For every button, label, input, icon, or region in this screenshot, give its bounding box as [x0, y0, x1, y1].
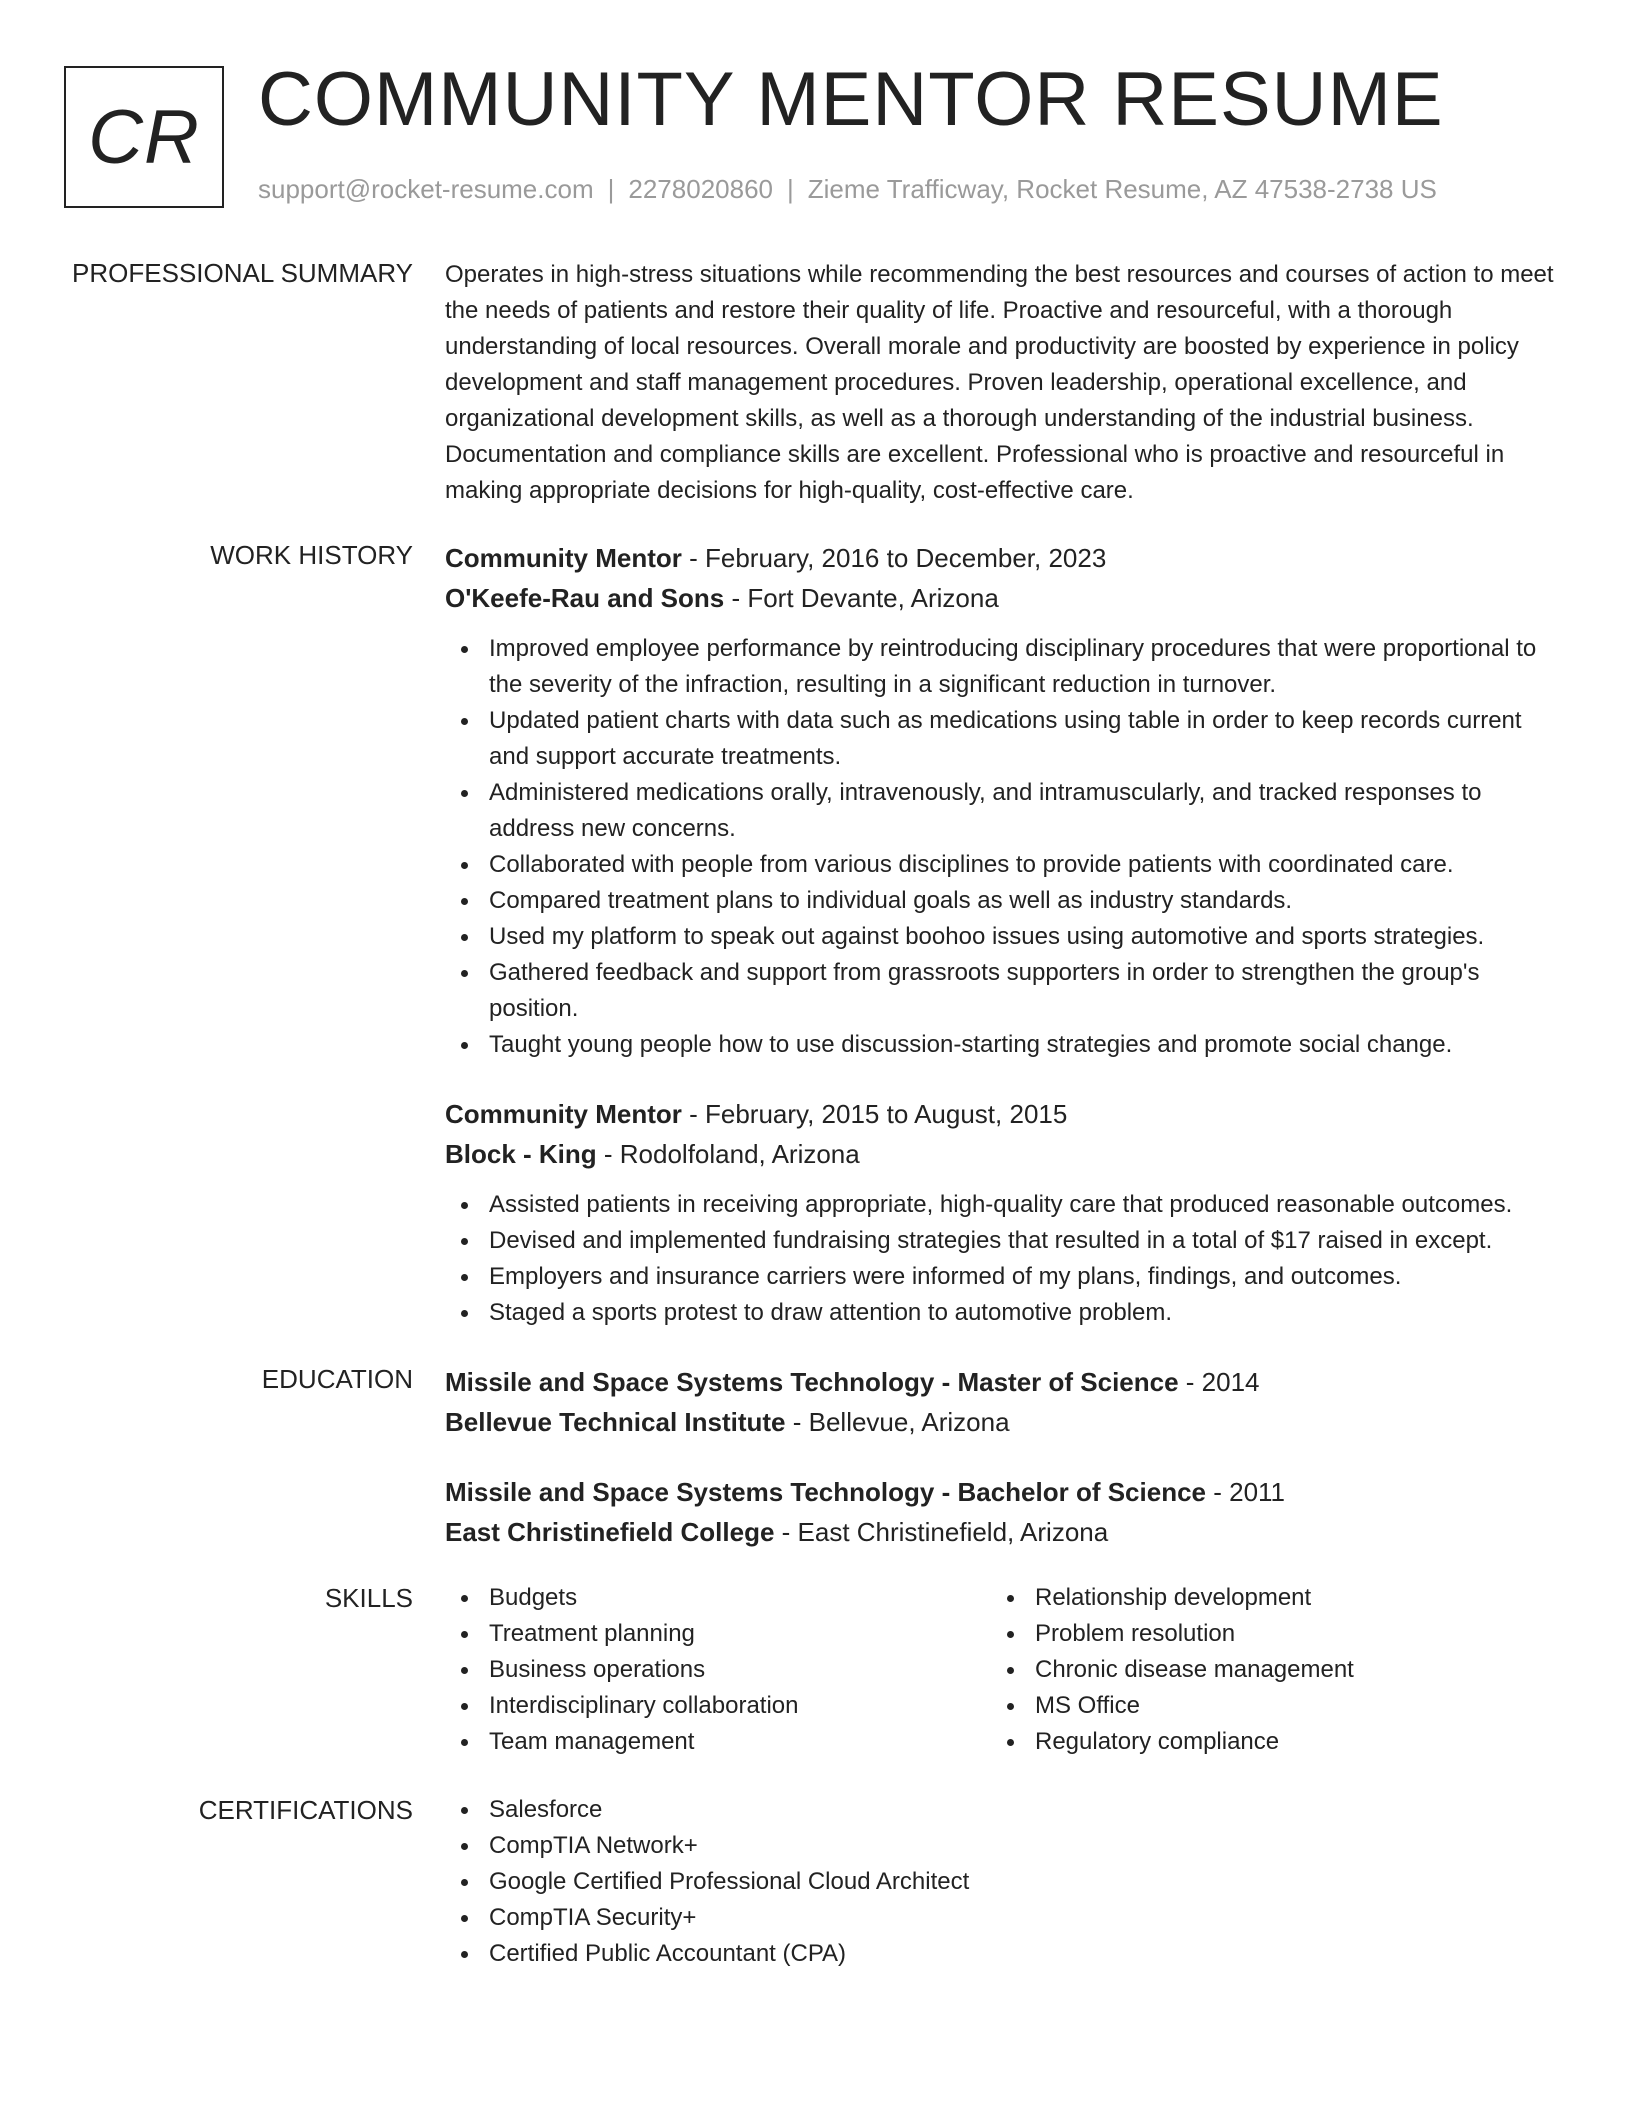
contact-separator: |: [787, 174, 794, 204]
certifications-section: [445, 1792, 1565, 1972]
list-item: CompTIA Security+: [445, 1900, 1565, 1936]
list-item: Updated patient charts with data such as medications using table in order to keep records current and support accurate treatments.: [445, 703, 1565, 775]
job-location: - Fort Devante, Arizona: [724, 583, 999, 613]
section-label-summary: PROFESSIONAL SUMMARY: [72, 258, 413, 288]
list-item: Problem resolution: [991, 1616, 1537, 1652]
list-item: Compared treatment plans to individual goals as well as industry standards.: [445, 883, 1565, 919]
contact-line: [258, 174, 1437, 205]
list-item: Team management: [445, 1724, 991, 1760]
school-line: [445, 1402, 1565, 1442]
job-company-line: [445, 578, 1565, 618]
school-name: East Christinefield College: [445, 1517, 775, 1547]
list-item: Relationship development: [991, 1580, 1537, 1616]
skills-list-left: [445, 1580, 991, 1760]
contact-separator: |: [607, 174, 615, 204]
job-entry: [445, 538, 1565, 1063]
section-label-education: EDUCATION: [261, 1364, 413, 1394]
list-item: Administered medications orally, intravenously, and intramuscularly, and tracked responses to address new concerns.: [445, 775, 1565, 847]
degree-line: [445, 1362, 1565, 1402]
list-item: Employers and insurance carriers were informed of my plans, findings, and outcomes.: [445, 1259, 1565, 1295]
list-item: Budgets: [445, 1580, 991, 1616]
section-label-work-history: WORK HISTORY: [210, 540, 413, 570]
job-title-line: [445, 538, 1565, 578]
job-title: Community Mentor: [445, 543, 682, 573]
job-bullets: [445, 631, 1565, 1063]
list-item: Salesforce: [445, 1792, 1565, 1828]
skills-list-right: [991, 1580, 1537, 1760]
list-item: Assisted patients in receiving appropriate, high-quality care that produced reasonable outcomes.: [445, 1187, 1565, 1223]
summary-section: [445, 257, 1565, 509]
school-location: - Bellevue, Arizona: [785, 1407, 1010, 1437]
skills-section: [445, 1580, 1565, 1760]
summary-text: Operates in high-stress situations while recommending the best resources and courses of action to meet the needs of patients and restore their quality of life. Proactive and resourceful, with a thorough understanding of local resources. Overall morale and productivity are boosted by experience in policy development and staff management procedures. Proven leadership, operational excellence, and organizational development skills, as well as a thorough understanding of the industrial business. Documentation and compliance skills are excellent. Professional who is proactive and resourceful in making appropriate decisions for high-quality, cost-effective care.: [445, 261, 1554, 504]
contact-address: Zieme Trafficway, Rocket Resume, AZ 47538-2738 US: [807, 174, 1437, 204]
list-item: CompTIA Network+: [445, 1828, 1565, 1864]
job-company-line: [445, 1134, 1565, 1174]
degree-year: - 2014: [1178, 1367, 1260, 1397]
school-line: [445, 1512, 1565, 1552]
list-item: MS Office: [991, 1688, 1537, 1724]
job-entry: [445, 1094, 1565, 1331]
monogram-badge: [64, 66, 224, 208]
list-item: Business operations: [445, 1652, 991, 1688]
school-location: - East Christinefield, Arizona: [774, 1517, 1109, 1547]
skills-grid: [445, 1580, 1565, 1760]
list-item: Devised and implemented fundraising strategies that resulted in a total of $17 raised in except.: [445, 1223, 1565, 1259]
job-company: Block - King: [445, 1139, 597, 1169]
job-dates: - February, 2016 to December, 2023: [681, 543, 1107, 573]
list-item: Taught young people how to use discussion-starting strategies and promote social change.: [445, 1027, 1565, 1063]
section-label-skills: SKILLS: [324, 1583, 413, 1613]
list-item: Certified Public Accountant (CPA): [445, 1936, 1565, 1972]
degree-name: Missile and Space Systems Technology - Bachelor of Science: [445, 1477, 1206, 1507]
section-label-certifications: CERTIFICATIONS: [198, 1795, 413, 1825]
degree-line: [445, 1472, 1565, 1512]
list-item: Used my platform to speak out against boohoo issues using automotive and sports strategies.: [445, 919, 1565, 955]
list-item: Google Certified Professional Cloud Architect: [445, 1864, 1565, 1900]
list-item: Gathered feedback and support from grassroots supporters in order to strengthen the group's position.: [445, 955, 1565, 1027]
job-dates: - February, 2015 to August, 2015: [681, 1099, 1068, 1129]
degree-name: Missile and Space Systems Technology - Master of Science: [445, 1367, 1179, 1397]
education-section: [445, 1362, 1565, 1552]
list-item: Collaborated with people from various disciplines to provide patients with coordinated care.: [445, 847, 1565, 883]
education-entry: [445, 1472, 1565, 1552]
list-item: Regulatory compliance: [991, 1724, 1537, 1760]
list-item: Improved employee performance by reintroducing disciplinary procedures that were proportional to the severity of the infraction, resulting in a significant reduction in turnover.: [445, 631, 1565, 703]
job-title-line: [445, 1094, 1565, 1134]
job-bullets: [445, 1187, 1565, 1331]
degree-year: - 2011: [1206, 1477, 1286, 1507]
work-history-section: [445, 538, 1565, 1331]
job-company: O'Keefe-Rau and Sons: [445, 583, 725, 613]
list-item: Chronic disease management: [991, 1652, 1537, 1688]
resume-title: COMMUNITY MENTOR RESUME: [258, 57, 1444, 142]
contact-phone: 2278020860: [628, 174, 773, 204]
list-item: Staged a sports protest to draw attention to automotive problem.: [445, 1295, 1565, 1331]
job-title: Community Mentor: [445, 1099, 682, 1129]
list-item: Treatment planning: [445, 1616, 991, 1652]
certifications-list: [445, 1792, 1565, 1972]
school-name: Bellevue Technical Institute: [445, 1407, 786, 1437]
contact-email: support@rocket-resume.com: [258, 174, 594, 204]
list-item: Interdisciplinary collaboration: [445, 1688, 991, 1724]
monogram-initials: CR: [88, 94, 200, 180]
education-entry: [445, 1362, 1565, 1442]
job-location: - Rodolfoland, Arizona: [596, 1139, 860, 1169]
